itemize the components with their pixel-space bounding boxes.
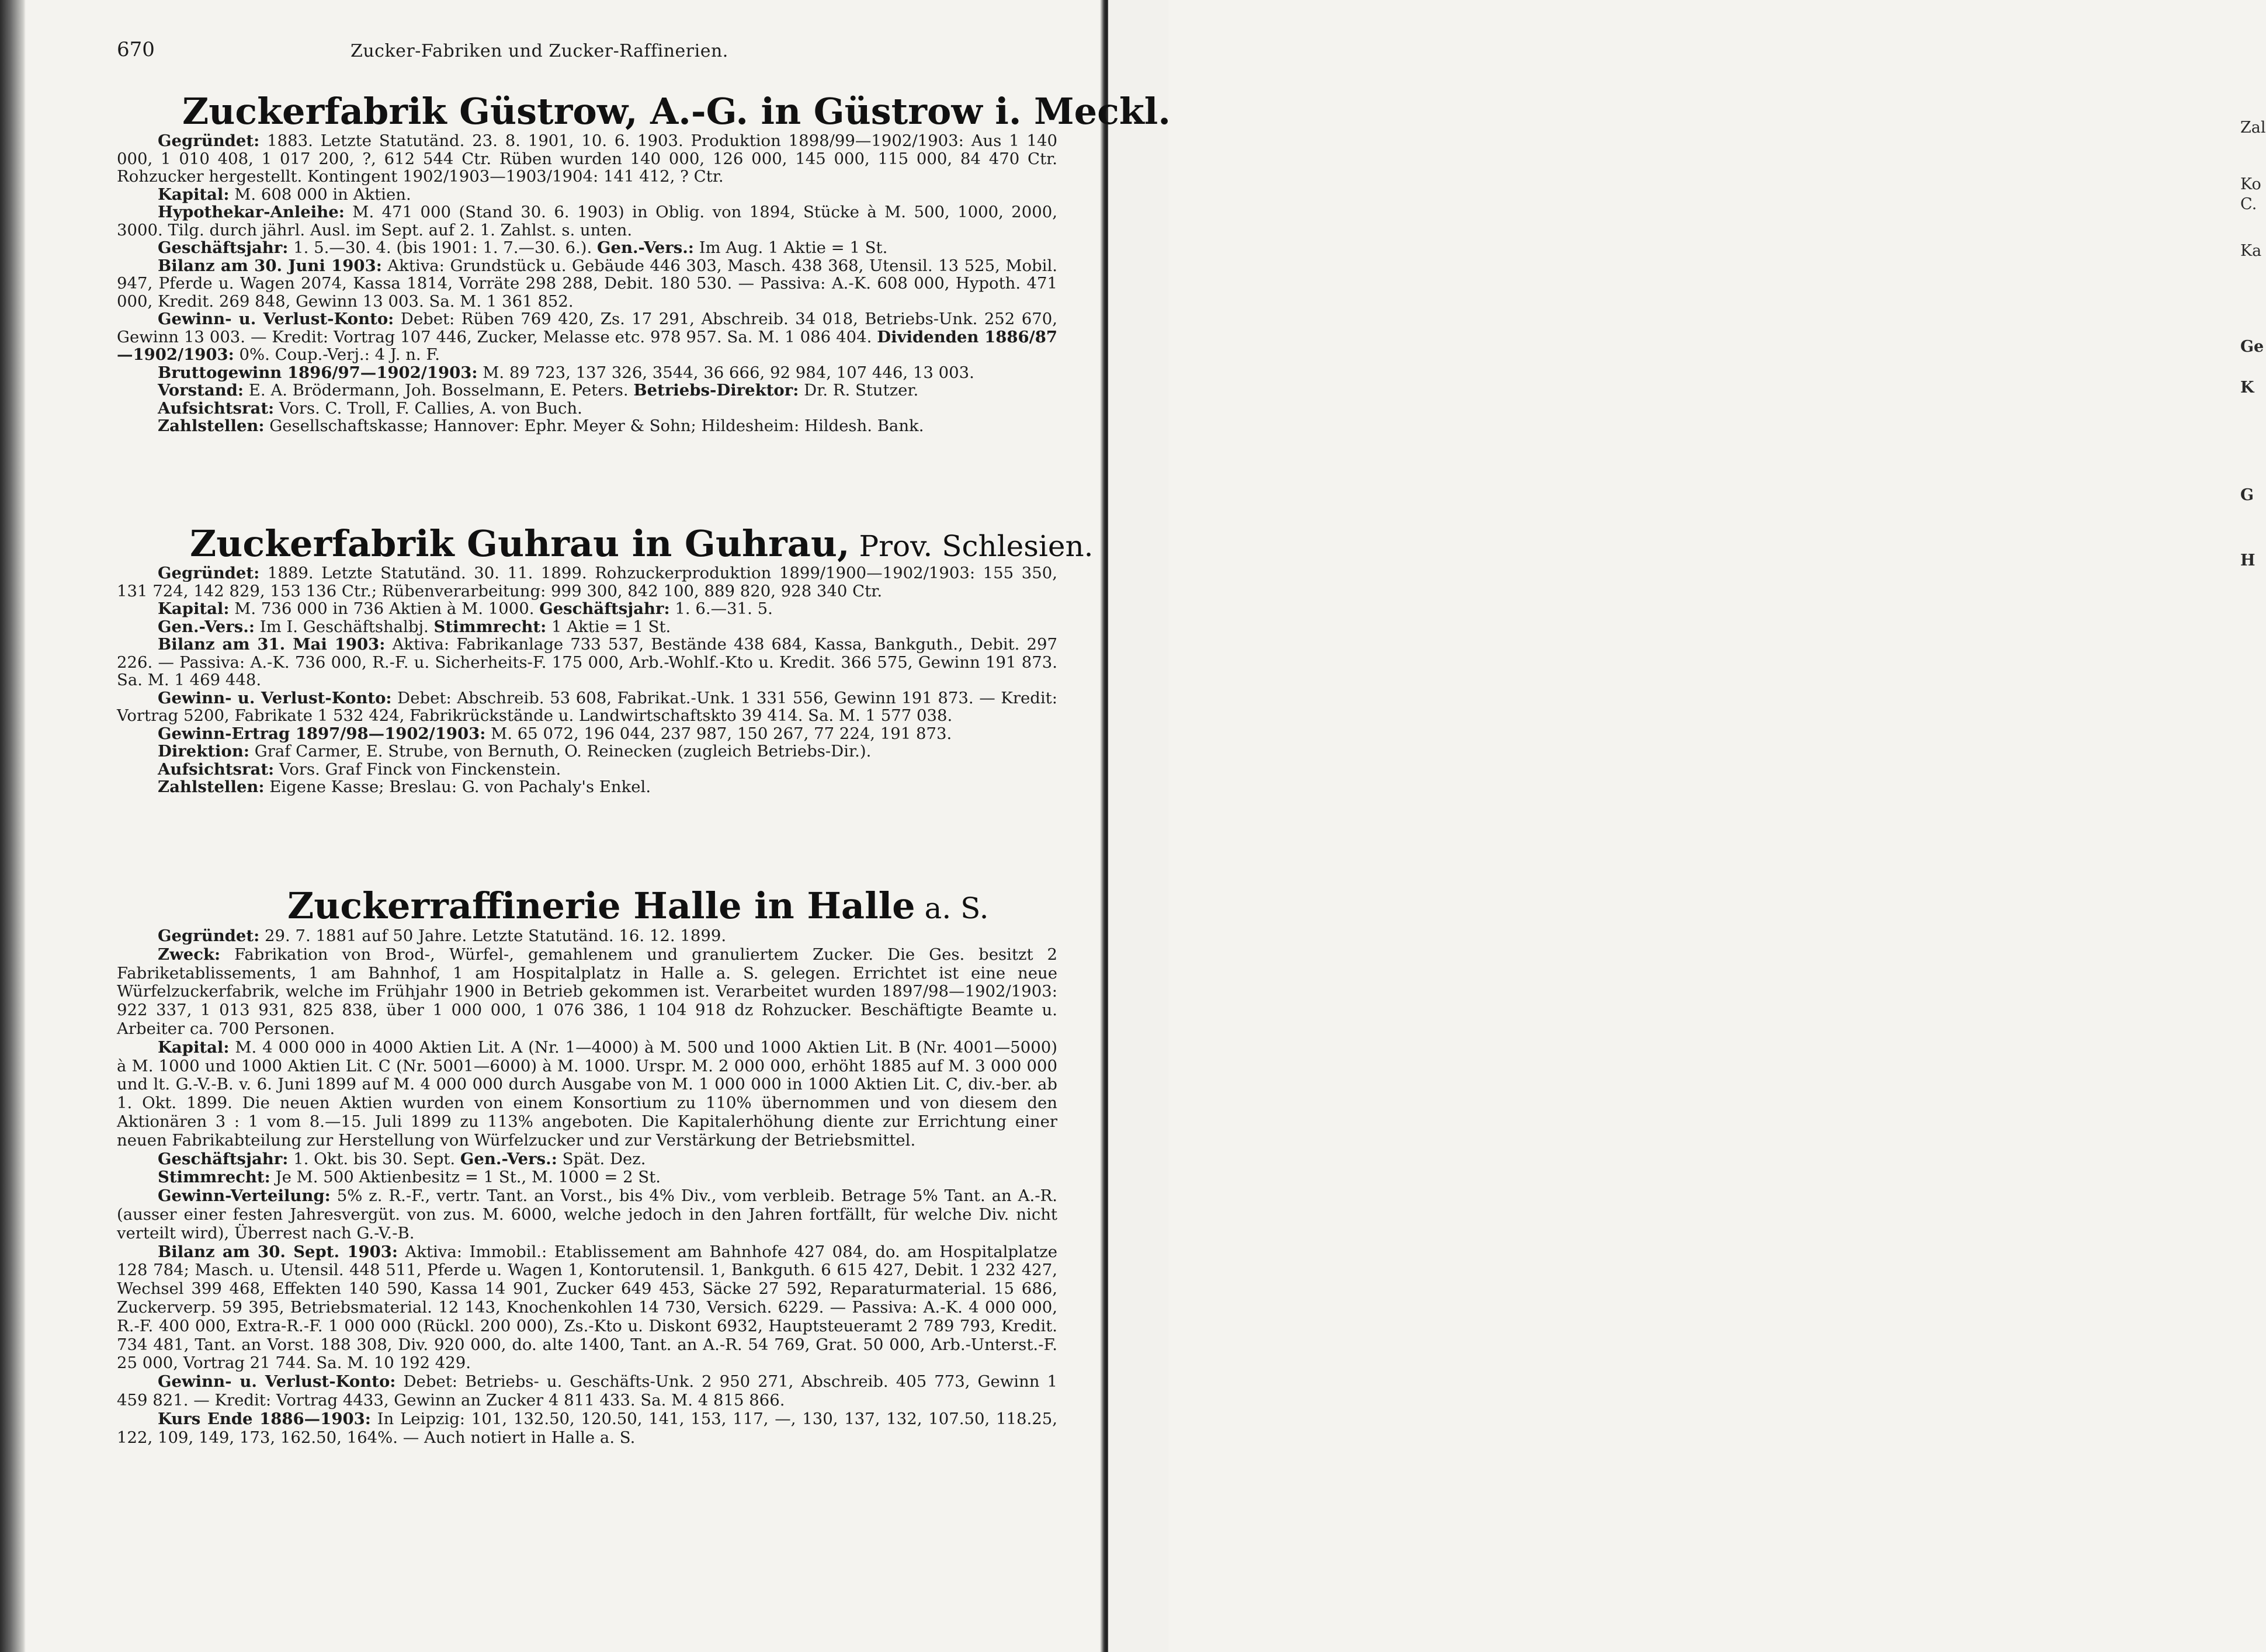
field-label: Geschäftsjahr:	[158, 1149, 289, 1168]
field-label: Bruttogewinn 1896/97—1902/1903:	[158, 363, 478, 382]
field-text: M. 736 000 in 736 Aktien à M. 1000.	[229, 599, 535, 618]
entry-paragraph	[117, 310, 1057, 364]
facing-page-fragment: Ge	[2240, 338, 2264, 356]
entry-title-text: Zuckerfabrik Güstrow, A.-G. in Güstrow i. Meckl.	[182, 90, 1171, 133]
field-text: E. A. Brödermann, Joh. Bosselmann, E. Peters.	[244, 381, 629, 400]
field-text: M. 608 000 in Aktien.	[229, 185, 411, 204]
field-label: Aufsichtsrat:	[158, 398, 275, 418]
entry-title-text: Zuckerraffinerie Halle in Halle	[287, 884, 915, 927]
entry-paragraph	[117, 618, 1057, 636]
field-text: Fabrikation von Brod-, Würfel-, gemahlenem und granuliertem Zucker. Die Ges. besitzt 2 Fabriketablissements, 1 am Bahnhof, 1 am Hospitalplatz in Halle a. S. gelegen. Errichtet ist eine neue Würfelzuckerfabrik, welche im Frühjahr 1900 in Betrieb gekommen ist. Verarbeitet wurden 1897/98—1902/1903: 922 337, 1 013 931, 825 838, über 1 000 000, 1 076 386, 1 104 918 dz Rohzucker. Beschäftigte Beamte u. Arbeiter ca. 700 Personen.	[117, 945, 1057, 1038]
field-text: 1883. Letzte Statutänd. 23. 8. 1901, 10. 6. 1903. Produktion 1898/99—1902/1903: Aus 1 140 000, 1 010 408, 1 017 200, ?, 612 544 Ctr. Rüben wurden 140 000, 126 000, 145 000, 115 000, 84 470 Ctr. Rohzucker hergestellt. Kontingent 1902/1903—1903/1904: 141 412, ? Ctr.	[117, 131, 1057, 186]
field-label: Gen.-Vers.:	[158, 617, 255, 636]
entry-paragraph	[117, 132, 1057, 186]
entry-paragraph	[117, 1243, 1057, 1373]
entry-paragraph	[117, 1373, 1057, 1410]
field-text: 1. 6.—31. 5.	[669, 599, 773, 618]
field-label: Gewinn- u. Verlust-Konto:	[158, 688, 392, 707]
entry-paragraph	[117, 239, 1057, 257]
field-text: Debet: Rüben 769 420, Zs. 17 291, Abschreib. 34 018, Betriebs-Unk. 252 670, Gewinn 13 003. — Kredit: Vortrag 107 446, Zucker, Melasse etc. 978 957. Sa. M. 1 086 404.	[117, 310, 1057, 346]
field-label: Geschäftsjahr:	[158, 238, 289, 257]
entry-paragraph	[117, 364, 1057, 382]
field-label: Zahlstellen:	[158, 778, 265, 796]
field-label: Kurs Ende 1886—1903:	[158, 1409, 371, 1428]
entry-title	[182, 90, 1171, 133]
field-text: Vors. C. Troll, F. Callies, A. von Buch.	[274, 398, 582, 418]
entry-paragraph	[117, 417, 1057, 435]
field-label: Stimmrecht:	[433, 617, 547, 636]
entry-paragraph	[117, 636, 1057, 689]
entry-paragraph	[117, 400, 1057, 418]
entry-paragraph	[117, 927, 1057, 946]
field-label: Kapital:	[158, 185, 230, 204]
entry-paragraph	[117, 186, 1057, 204]
field-text: Debet: Betriebs- u. Geschäfts-Unk. 2 950 271, Abschreib. 405 773, Gewinn 1 459 821. — Kredit: Vortrag 4433, Gewinn an Zucker 4 811 433. Sa. M. 4 815 866.	[117, 1372, 1058, 1410]
field-text: Debet: Abschreib. 53 608, Fabrikat.-Unk. 1 331 556, Gewinn 191 873. — Kredit: Vortrag 5200, Fabrikate 1 532 424, Fabrikrückstände u. Landwirtschaftskto 39 414. Sa. M. 1 577 038.	[117, 688, 1057, 725]
entry-title	[190, 522, 1094, 565]
field-label: Gen.-Vers.:	[596, 238, 694, 257]
entry-title-text: Zuckerfabrik Guhrau in Guhrau,	[190, 522, 850, 565]
entry-paragraph	[117, 203, 1057, 239]
field-label: Gewinn-Verteilung:	[158, 1186, 331, 1206]
field-text: Je M. 500 Aktienbesitz = 1 St., M. 1000 = 2 St.	[270, 1168, 661, 1187]
field-text: Gesellschaftskasse; Hannover: Ephr. Meyer & Sohn; Hildesheim: Hildesh. Bank.	[264, 417, 924, 435]
field-text: Vors. Graf Finck von Finckenstein.	[274, 759, 561, 779]
field-text: Im Aug. 1 Aktie = 1 St.	[693, 238, 888, 257]
field-label: Dividenden 1886/87—1902/1903:	[117, 327, 1057, 364]
entry-paragraph	[117, 946, 1057, 1039]
field-text: Aktiva: Immobil.: Etablissement am Bahnhofe 427 084, do. am Hospitalplatze 128 784; Masch. u. Utensil. 448 511, Pferde u. Wagen 1, Kontorutensil. 1, Bankguth. 6 615 427, Debit. 1 232 427, Wechsel 399 468, Effekten 140 590, Kassa 14 901, Zucker 649 453, Säcke 27 592, Reparaturmaterial. 15 686, Zuckerverp. 59 395, Betriebsmaterial. 12 143, Knochenkohlen 14 730, Versich. 6229. — Passiva: A.-K. 4 000 000, R.-F. 400 000, Extra-R.-F. 1 000 000 (Rückl. 200 000), Zs.-Kto u. Diskont 6932, Hauptsteueramt 2 789 793, Kredit. 734 481, Tant. an Vorst. 188 308, Div. 920 000, do. alte 1400, Tant. an A.-R. 54 769, Grat. 50 000, Arb.-Unterst.-F. 25 000, Vortrag 21 744. Sa. M. 10 192 429.	[117, 1242, 1058, 1373]
entry-paragraph	[117, 1039, 1057, 1150]
field-text: 1. 5.—30. 4. (bis 1901: 1. 7.—30. 6.).	[288, 238, 592, 257]
entry-title-subtitle: Prov. Schlesien.	[849, 529, 1094, 563]
entry-paragraph	[117, 600, 1057, 618]
facing-page-fragment: Ko	[2240, 175, 2261, 193]
field-label: Aufsichtsrat:	[158, 759, 275, 779]
field-label: Vorstand:	[158, 381, 244, 400]
page-number: 670	[117, 38, 155, 61]
entry-paragraph	[117, 778, 1057, 796]
field-label: Bilanz am 30. Sept. 1903:	[158, 1242, 398, 1261]
field-text: Graf Carmer, E. Strube, von Bernuth, O. Reinecken (zugleich Betriebs-Dir.).	[249, 742, 872, 761]
field-text: M. 471 000 (Stand 30. 6. 1903) in Oblig. von 1894, Stücke à M. 500, 1000, 2000, 3000. Tilg. durch jährl. Ausl. im Sept. auf 2. 1. Zahlst. s. unten.	[117, 203, 1057, 240]
entry-paragraph	[117, 1168, 1057, 1187]
field-text: M. 89 723, 137 326, 3544, 36 666, 92 984, 107 446, 13 003.	[477, 363, 974, 382]
facing-page-fragment: C.	[2240, 195, 2257, 213]
field-label: Gegründet:	[158, 131, 260, 150]
field-label: Gewinn- u. Verlust-Konto:	[158, 1372, 396, 1391]
entry-paragraph	[117, 689, 1057, 725]
entry-paragraph	[117, 1150, 1057, 1169]
field-label: Zweck:	[158, 945, 221, 964]
entry-body	[117, 132, 1057, 435]
entry-body	[117, 927, 1057, 1447]
field-text: 1. Okt. bis 30. Sept.	[288, 1149, 456, 1168]
entry-paragraph	[117, 1187, 1057, 1243]
facing-page-fragment: K	[2240, 379, 2254, 397]
field-text: 5% z. R.-F., vertr. Tant. an Vorst., bis 4% Div., vom verbleib. Betrage 5% Tant. an A.-R. (ausser einer festen Jahresvergüt. von zus. M. 6000, welche jedoch in den Jahren fortfällt, für welche Div. nicht verteilt wird), Überrest nach G.-V.-B.	[117, 1186, 1057, 1243]
field-label: Betriebs-Direktor:	[633, 381, 799, 400]
field-label: Bilanz am 30. Juni 1903:	[158, 256, 382, 275]
facing-page-fragment: H	[2240, 551, 2255, 570]
entry-paragraph	[117, 564, 1057, 600]
facing-page-fragment: Zal	[2240, 119, 2266, 137]
field-text: 1889. Letzte Statutänd. 30. 11. 1899. Rohzuckerproduktion 1899/1900—1902/1903: 155 350, 131 724, 142 829, 153 136 Ctr.; Rübenverarbeitung: 999 300, 842 100, 889 820, 928 340 Ctr.	[117, 564, 1057, 601]
field-label: Gegründet:	[158, 926, 260, 945]
field-text: Aktiva: Grundstück u. Gebäude 446 303, Masch. 438 368, Utensil. 13 525, Mobil. 947, Pferde u. Wagen 2074, Kassa 1814, Vorräte 298 288, Debit. 180 530. — Passiva: A.-K. 608 000, Hypoth. 471 000, Kredit. 269 848, Gewinn 13 003. Sa. M. 1 361 852.	[117, 256, 1057, 311]
entry-paragraph	[117, 381, 1057, 400]
field-text: M. 4 000 000 in 4000 Aktien Lit. A (Nr. 1—4000) à M. 500 und 1000 Aktien Lit. B (Nr. 4001—5000) à M. 1000 und 1000 Aktien Lit. C (Nr. 5001—6000) à M. 1000. Urspr. M. 2 000 000, erhöht 1885 auf M. 3 000 000 und lt. G.-V.-B. v. 6. Juni 1899 auf M. 4 000 000 durch Ausgabe von M. 1 000 000 in 1000 Aktien Lit. C, div.-ber. ab 1. Okt. 1899. Die neuen Aktien wurden von einem Konsortium zu 110% übernommen und von diesem den Aktionären 3 : 1 vom 8.—15. Juli 1899 zu 113% angeboten. Die Kapitalerhöhung diente zur Errichtung einer neuen Fabrikabteilung zur Herstellung von Würfelzucker und zur Verstärkung der Betriebsmittel.	[117, 1037, 1057, 1150]
field-text: M. 65 072, 196 044, 237 987, 150 267, 77 224, 191 873.	[485, 724, 952, 743]
field-text: Im I. Geschäftshalbj.	[254, 617, 429, 636]
field-text: 29. 7. 1881 auf 50 Jahre. Letzte Statutänd. 16. 12. 1899.	[259, 926, 727, 945]
field-label: Gegründet:	[158, 564, 260, 582]
field-label: Kapital:	[158, 1037, 230, 1057]
field-text: Eigene Kasse; Breslau: G. von Pachaly's Enkel.	[264, 778, 651, 796]
entry-paragraph	[117, 1410, 1057, 1448]
field-text: Spät. Dez.	[557, 1149, 646, 1168]
facing-page-edge	[1108, 0, 2266, 1652]
field-text: Dr. R. Stutzer.	[799, 381, 919, 400]
field-label: Bilanz am 31. Mai 1903:	[158, 635, 386, 654]
entry-paragraph	[117, 257, 1057, 311]
field-label: Geschäftsjahr:	[539, 599, 670, 618]
field-text: 0%. Coup.-Verj.: 4 J. n. F.	[234, 345, 440, 364]
entry-title	[287, 884, 989, 927]
entry-paragraph	[117, 725, 1057, 743]
entry-title-subtitle: a. S.	[915, 891, 989, 925]
field-label: Hypothekar-Anleihe:	[158, 203, 345, 221]
field-label: Zahlstellen:	[158, 417, 265, 435]
field-label: Stimmrecht:	[158, 1168, 270, 1187]
facing-page-fragment: Ka	[2240, 242, 2262, 260]
field-label: Gen.-Vers.:	[460, 1149, 557, 1168]
field-text: 1 Aktie = 1 St.	[546, 617, 671, 636]
field-label: Kapital:	[158, 599, 230, 618]
page-left-binding-shadow	[0, 0, 26, 1652]
field-text: Aktiva: Fabrikanlage 733 537, Bestände 438 684, Kassa, Bankguth., Debit. 297 226. — Passiva: A.-K. 736 000, R.-F. u. Sicherheits-F. 175 000, Arb.-Wohlf.-Kto u. Kredit. 366 575, Gewinn 191 873. Sa. M. 1 469 448.	[117, 635, 1057, 689]
field-label: Direktion:	[158, 742, 249, 761]
entry-paragraph	[117, 742, 1057, 761]
entry-paragraph	[117, 761, 1057, 779]
field-label: Gewinn-Ertrag 1897/98—1902/1903:	[158, 724, 486, 743]
running-title: Zucker-Fabriken und Zucker-Raffinerien.	[351, 41, 728, 61]
field-label: Gewinn- u. Verlust-Konto:	[158, 310, 394, 328]
facing-page-fragment: G	[2240, 486, 2254, 504]
field-text: In Leipzig: 101, 132.50, 120.50, 141, 153, 117, —, 130, 137, 132, 107.50, 118.25, 122, 109, 149, 173, 162.50, 164%. — Auch notiert in Halle a. S.	[117, 1409, 1057, 1447]
entry-body	[117, 564, 1057, 796]
